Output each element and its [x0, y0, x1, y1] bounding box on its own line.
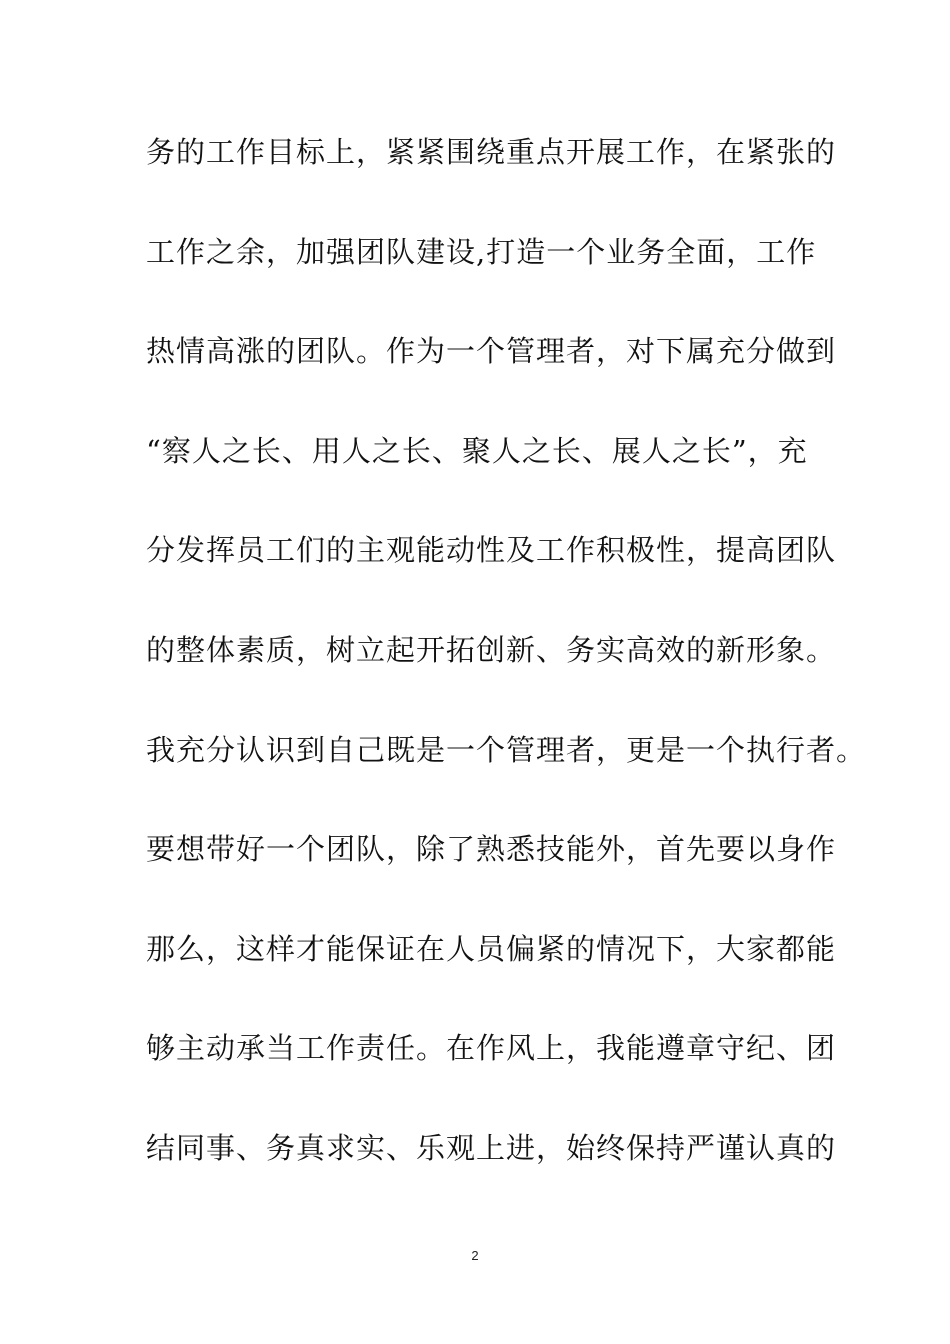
- text-line-2: 工作之余，加强团队建设,打造一个业务全面，工作: [146, 234, 817, 269]
- text-line-1: 务的工作目标上，紧紧围绕重点开展工作，在紧张的: [146, 135, 837, 169]
- text-line-5: 分发挥员工们的主观能动性及工作积极性，提高团队: [146, 533, 837, 568]
- text-line-6: 的整体素质，树立起开拓创新、务实高效的新形象。: [146, 632, 837, 667]
- text-line-4: “察人之长、用人之长、聚人之长、展人之长”，充: [146, 433, 808, 468]
- text-line-10: 够主动承当工作责任。在作风上，我能遵章守纪、团: [146, 1031, 837, 1066]
- text-line-11: 结同事、务真求实、乐观上进，始终保持严谨认真的: [146, 1130, 837, 1165]
- text-line-8: 要想带好一个团队，除了熟悉技能外，首先要以身作: [146, 832, 837, 867]
- text-line-3: 热情高涨的团队。作为一个管理者，对下属充分做到: [146, 334, 837, 369]
- text-line-7: 我充分认识到自己既是一个管理者，更是一个执行者。: [146, 732, 867, 767]
- body-text: [146, 129, 867, 1225]
- text-line-9: 那么，这样才能保证在人员偏紧的情况下，大家都能: [146, 931, 837, 966]
- page-number: 2: [471, 1248, 479, 1263]
